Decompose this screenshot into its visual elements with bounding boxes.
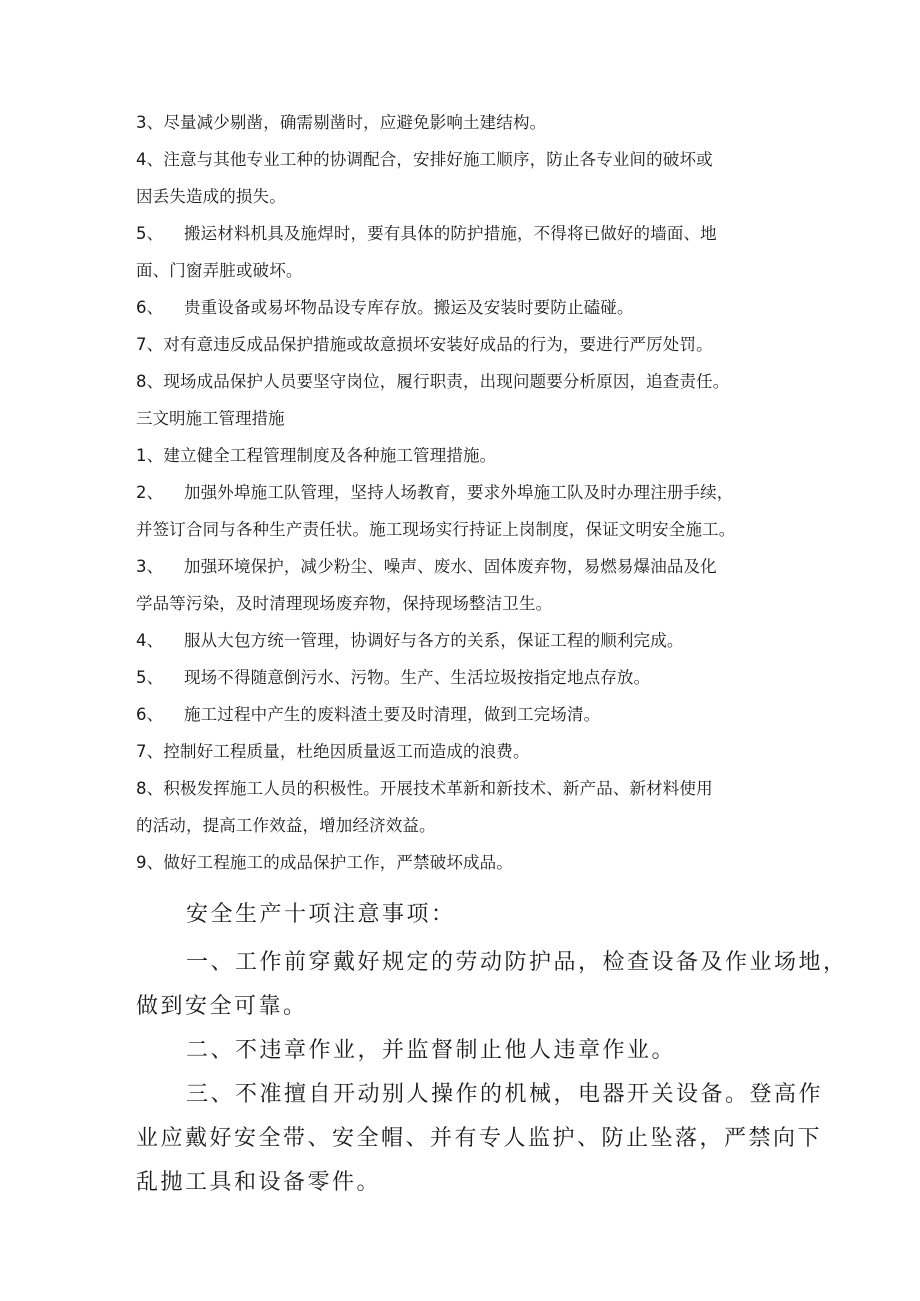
list-item: 7、控制好工程质量，杜绝因质量返工而造成的浪费。: [136, 742, 530, 761]
protection-list: [136, 104, 796, 400]
safety-title: 安全生产十项注意事项：: [186, 902, 456, 927]
list-item: 8、积极发挥施工人员的积极性。开展技术革新和新技术、新产品、新材料使用: [136, 779, 713, 798]
list-item: 4、 服从大包方统一管理，协调好与各方的关系，保证工程的顺利完成。: [136, 631, 684, 650]
list-item-continuation: 学品等污染，及时清理现场废弃物，保持现场整洁卫生。: [136, 594, 553, 613]
document-body: [136, 104, 848, 1205]
safety-item-3-continuation: 业应戴好安全带、安全帽、并有专人监护、防止坠落，严禁向下: [136, 1126, 823, 1151]
safety-item-1: 一、工作前穿戴好规定的劳动防护品，检查设备及作业场地，: [186, 950, 848, 975]
list-item: 9、做好工程施工的成品保护工作，严禁破坏成品。: [136, 853, 513, 872]
civilized-construction-list: [136, 437, 796, 881]
list-item: 6、 贵重设备或易坏物品设专库存放。搬运及安装时要防止磕碰。: [136, 298, 634, 317]
list-item: 8、现场成品保护人员要坚守岗位，履行职责，出现问题要分析原因，追查责任。: [136, 372, 730, 391]
safety-item-3: 三、不准擅自开动别人操作的机械，电器开关设备。登高作: [186, 1082, 824, 1107]
list-item: 4、注意与其他专业工种的协调配合，安排好施工顺序，防止各专业间的破坏或: [136, 150, 713, 169]
list-item: 2、 加强外埠施工队管理，坚持人场教育，要求外埠施工队及时办理注册手续，: [136, 483, 734, 502]
section-heading: 三文明施工管理措施: [136, 409, 285, 428]
list-item-continuation: 面、门窗弄脏或破坏。: [136, 261, 303, 280]
list-item: 3、 加强环境保护，减少粉尘、噪声、废水、固体废弃物，易燃易爆油品及化: [136, 557, 717, 576]
list-item: 7、对有意违反成品保护措施或故意损坏安装好成品的行为，要进行严厉处罚。: [136, 335, 713, 354]
safety-item-2: 二、不违章作业，并监督制止他人违章作业。: [186, 1038, 677, 1063]
safety-item-3-continuation: 乱抛工具和设备零件。: [136, 1170, 382, 1195]
list-item-continuation: 因丢失造成的损失。: [136, 187, 286, 206]
list-item: 6、 施工过程中产生的废料渣土要及时清理，做到工完场清。: [136, 705, 601, 724]
list-item: 5、 搬运材料机具及施焊时，要有具体的防护措施，不得将已做好的墙面、地: [136, 224, 717, 243]
list-item: 3、尽量减少剔凿，确需剔凿时，应避免影响土建结构。: [136, 113, 547, 132]
safety-item-1-continuation: 做到安全可靠。: [136, 994, 308, 1019]
list-item-continuation: 的活动，提高工作效益，增加经济效益。: [136, 816, 436, 835]
list-item: 5、 现场不得随意倒污水、污物。生产、生活垃圾按指定地点存放。: [136, 668, 651, 687]
safety-section: [136, 893, 848, 1205]
list-item: 1、建立健全工程管理制度及各种施工管理措施。: [136, 446, 497, 465]
list-item-continuation: 并签订合同与各种生产责任状。施工现场实行持证上岗制度，保证文明安全施工。: [136, 520, 736, 539]
